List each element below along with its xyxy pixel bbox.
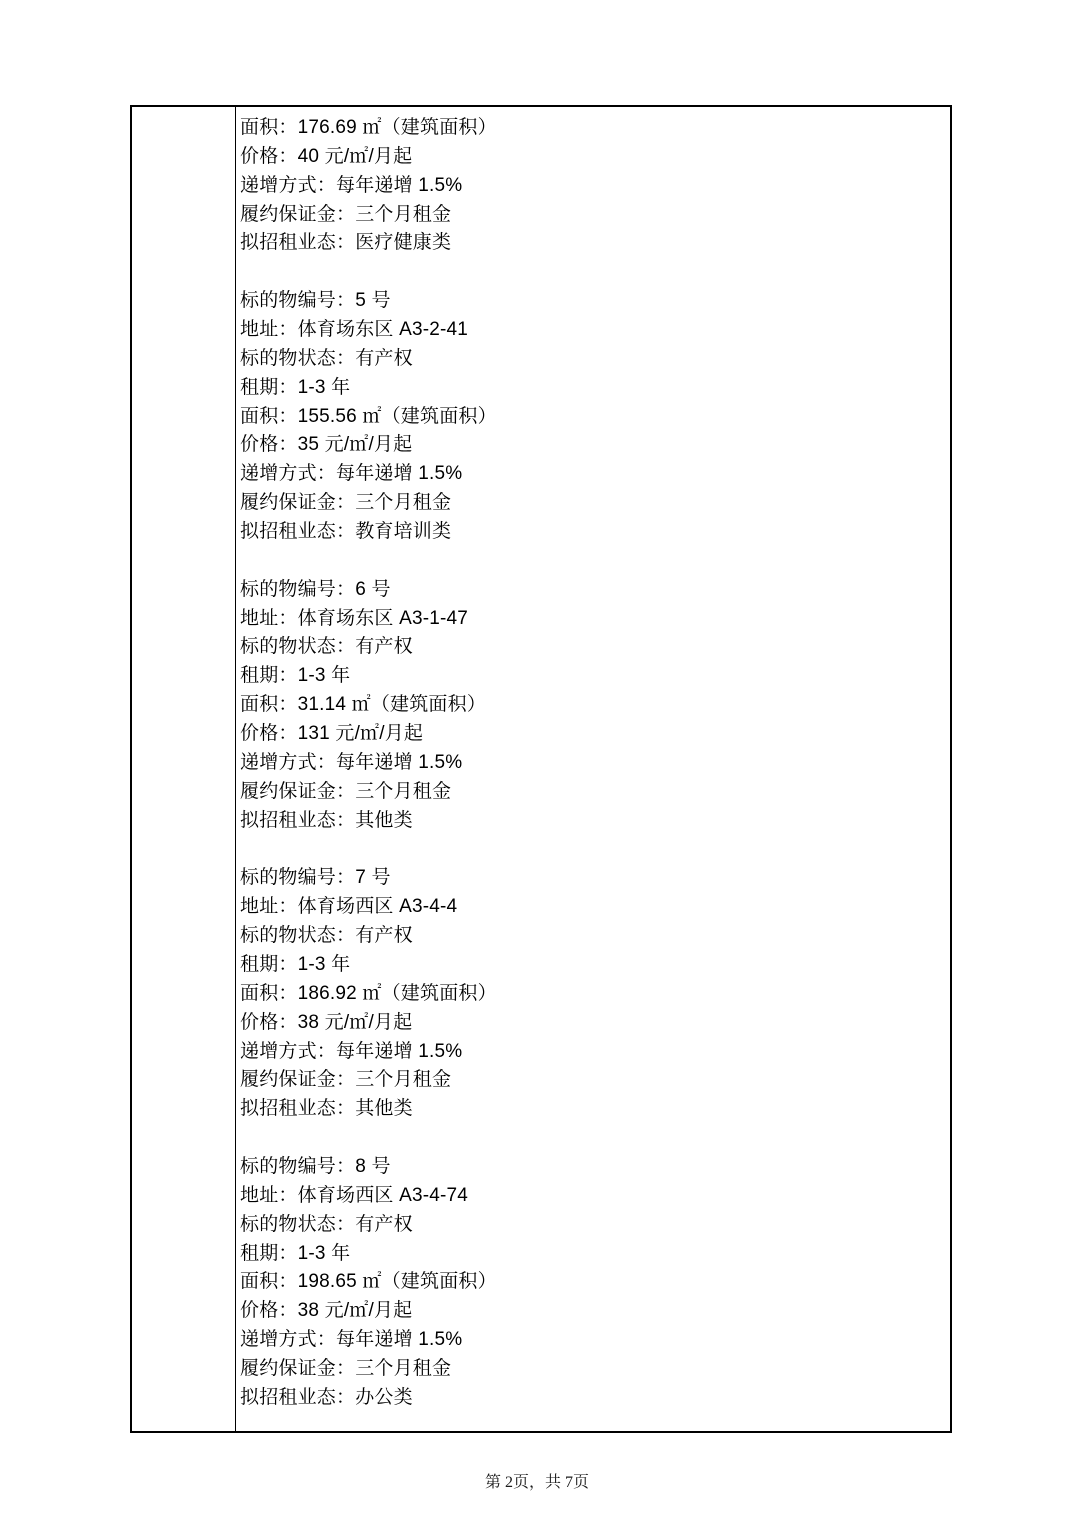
table-line: 价格：35 元/㎡/月起 — [240, 434, 413, 456]
table-line: 地址：体育场东区 A3-1-47 — [240, 607, 469, 629]
table-line: 租期：1-3 年 — [240, 665, 351, 687]
table-line: 地址：体育场东区 A3-2-41 — [240, 319, 469, 341]
blank-line — [240, 547, 940, 576]
table-line: 价格：38 元/㎡/月起 — [240, 1300, 413, 1322]
table-line: 拟招租业态：医疗健康类 — [240, 232, 452, 254]
table-line: 租期：1-3 年 — [240, 376, 351, 398]
table-line: 租期：1-3 年 — [240, 1242, 351, 1264]
table-line: 面积：198.65 ㎡（建筑面积） — [240, 1271, 497, 1293]
table-line: 拟招租业态：其他类 — [240, 809, 413, 831]
table-line: 履约保证金：三个月租金 — [240, 1357, 452, 1379]
table-line: 履约保证金：三个月租金 — [240, 203, 452, 225]
table-line: 面积：155.56 ㎡（建筑面积） — [240, 405, 497, 427]
table-line: 递增方式：每年递增 1.5% — [240, 463, 463, 485]
page-footer: 第 2页，共 7页 — [484, 1474, 589, 1491]
table-line: 标的物编号：6 号 — [240, 578, 391, 600]
table-line: 价格：131 元/㎡/月起 — [240, 723, 424, 745]
table-line: 标的物状态：有产权 — [240, 925, 413, 947]
table-line: 履约保证金：三个月租金 — [240, 1069, 452, 1091]
table-line: 递增方式：每年递增 1.5% — [240, 1040, 463, 1062]
table-line: 地址：体育场西区 A3-4-4 — [240, 896, 458, 918]
table-line: 递增方式：每年递增 1.5% — [240, 751, 463, 773]
table-content-cell — [236, 107, 950, 1431]
table-line: 价格：40 元/㎡/月起 — [240, 145, 413, 167]
table-line: 标的物编号：7 号 — [240, 867, 391, 889]
table-line: 标的物编号：8 号 — [240, 1155, 391, 1177]
blank-line — [240, 258, 940, 287]
table-line: 标的物状态：有产权 — [240, 636, 413, 658]
table-line: 履约保证金：三个月租金 — [240, 492, 452, 514]
table-line: 价格：38 元/㎡/月起 — [240, 1011, 413, 1033]
table-line: 履约保证金：三个月租金 — [240, 780, 452, 802]
table-label-cell — [132, 107, 236, 1431]
table-line: 面积：176.69 ㎡（建筑面积） — [240, 117, 497, 138]
table-line: 地址：体育场西区 A3-4-74 — [240, 1184, 469, 1206]
blank-line — [240, 1124, 940, 1153]
blank-line — [240, 835, 940, 864]
table-line: 面积：31.14 ㎡（建筑面积） — [240, 694, 487, 716]
table-line: 面积：186.92 ㎡（建筑面积） — [240, 982, 497, 1004]
table-line: 标的物编号：5 号 — [240, 290, 391, 312]
table-line: 租期：1-3 年 — [240, 953, 351, 975]
table-line: 拟招租业态：办公类 — [240, 1386, 413, 1408]
table-line: 递增方式：每年递增 1.5% — [240, 174, 463, 196]
table-line: 拟招租业态：其他类 — [240, 1098, 413, 1120]
listing-table — [130, 105, 952, 1433]
table-line: 递增方式：每年递增 1.5% — [240, 1329, 463, 1351]
table-line: 标的物状态：有产权 — [240, 347, 413, 369]
table-line: 标的物状态：有产权 — [240, 1213, 413, 1235]
table-line: 拟招租业态：教育培训类 — [240, 521, 452, 543]
